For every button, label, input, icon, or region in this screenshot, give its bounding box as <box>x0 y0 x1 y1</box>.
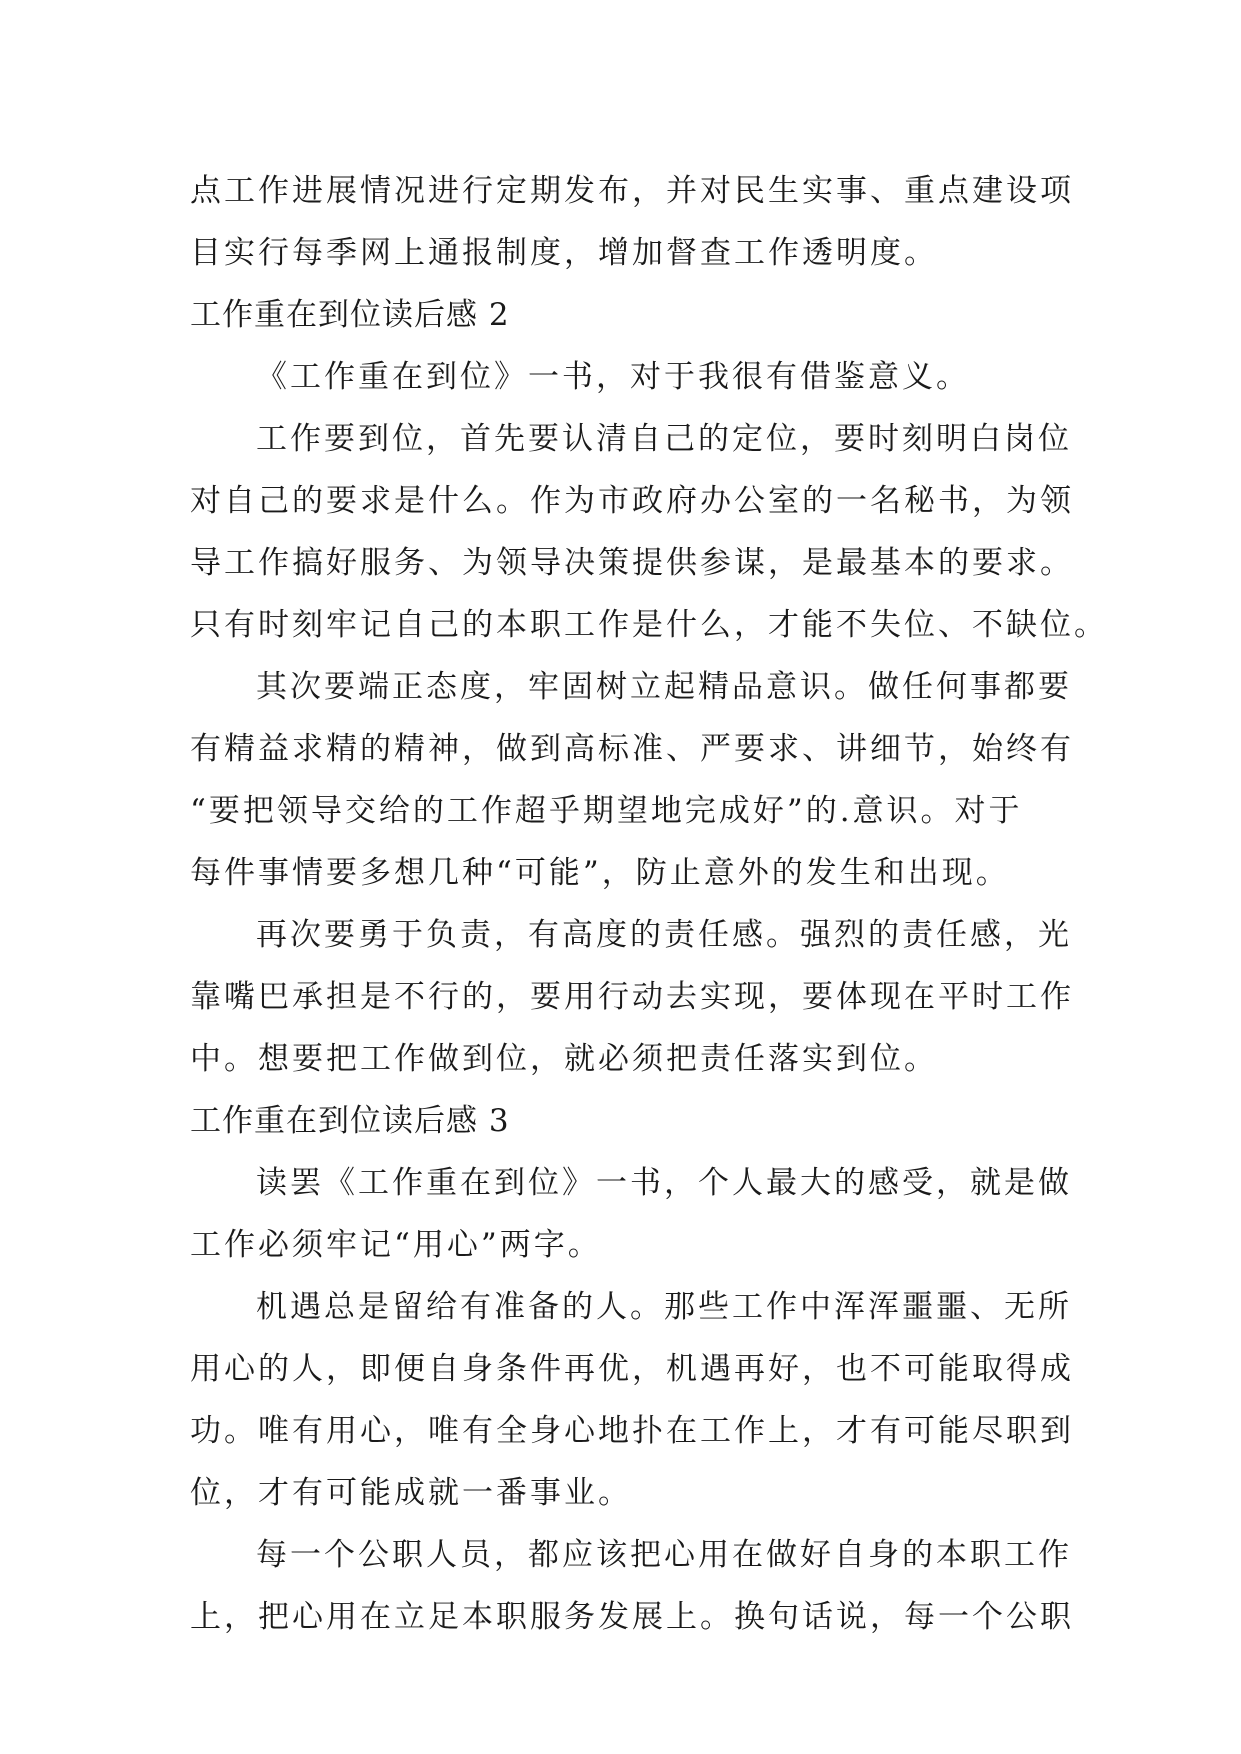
text-line: 只有时刻牢记自己的本职工作是什么，才能不失位、不缺位。 <box>190 607 1108 643</box>
text-line: 靠嘴巴承担是不行的，要用行动去实现，要体现在平时工作 <box>190 979 1074 1015</box>
text-line: 中。想要把工作做到位，就必须把责任落实到位。 <box>190 1041 938 1077</box>
text-line: 再次要勇于负责，有高度的责任感。强烈的责任感，光 <box>256 917 1072 953</box>
text-line: 上，把心用在立足本职服务发展上。换句话说，每一个公职 <box>190 1599 1074 1635</box>
text-line: 位，才有可能成就一番事业。 <box>190 1475 632 1511</box>
text-line: 其次要端正态度，牢固树立起精品意识。做任何事都要 <box>256 669 1072 705</box>
text-line: “要把领导交给的工作超乎期望地完成好”的.意识。对于 <box>190 793 1023 829</box>
text-line: 工作要到位，首先要认清自己的定位，要时刻明白岗位 <box>256 421 1072 457</box>
text-line: 读罢《工作重在到位》一书，个人最大的感受，就是做 <box>256 1165 1072 1201</box>
text-line: 每一个公职人员，都应该把心用在做好自身的本职工作 <box>256 1537 1072 1573</box>
text-line: 用心的人，即便自身条件再优，机遇再好，也不可能取得成 <box>190 1351 1074 1387</box>
document-page <box>190 160 1108 1648</box>
text-line: 每件事情要多想几种“可能”，防止意外的发生和出现。 <box>190 855 1010 891</box>
text-line: 有精益求精的精神，做到高标准、严要求、讲细节，始终有 <box>190 731 1074 767</box>
text-line: 机遇总是留给有准备的人。那些工作中浑浑噩噩、无所 <box>256 1289 1072 1325</box>
text-line: 工作必须牢记“用心”两字。 <box>190 1227 602 1263</box>
text-line: 点工作进展情况进行定期发布，并对民生实事、重点建设项 <box>190 173 1074 209</box>
section-heading: 工作重在到位读后感 3 <box>190 1103 510 1139</box>
text-line: 目实行每季网上通报制度，增加督查工作透明度。 <box>190 235 938 271</box>
section-heading: 工作重在到位读后感 2 <box>190 297 510 333</box>
text-line: 导工作搞好服务、为领导决策提供参谋，是最基本的要求。 <box>190 545 1074 581</box>
text-line: 功。唯有用心，唯有全身心地扑在工作上，才有可能尽职到 <box>190 1413 1074 1449</box>
text-line: 对自己的要求是什么。作为市政府办公室的一名秘书，为领 <box>190 483 1074 519</box>
text-line: 《工作重在到位》一书，对于我很有借鉴意义。 <box>256 359 970 395</box>
